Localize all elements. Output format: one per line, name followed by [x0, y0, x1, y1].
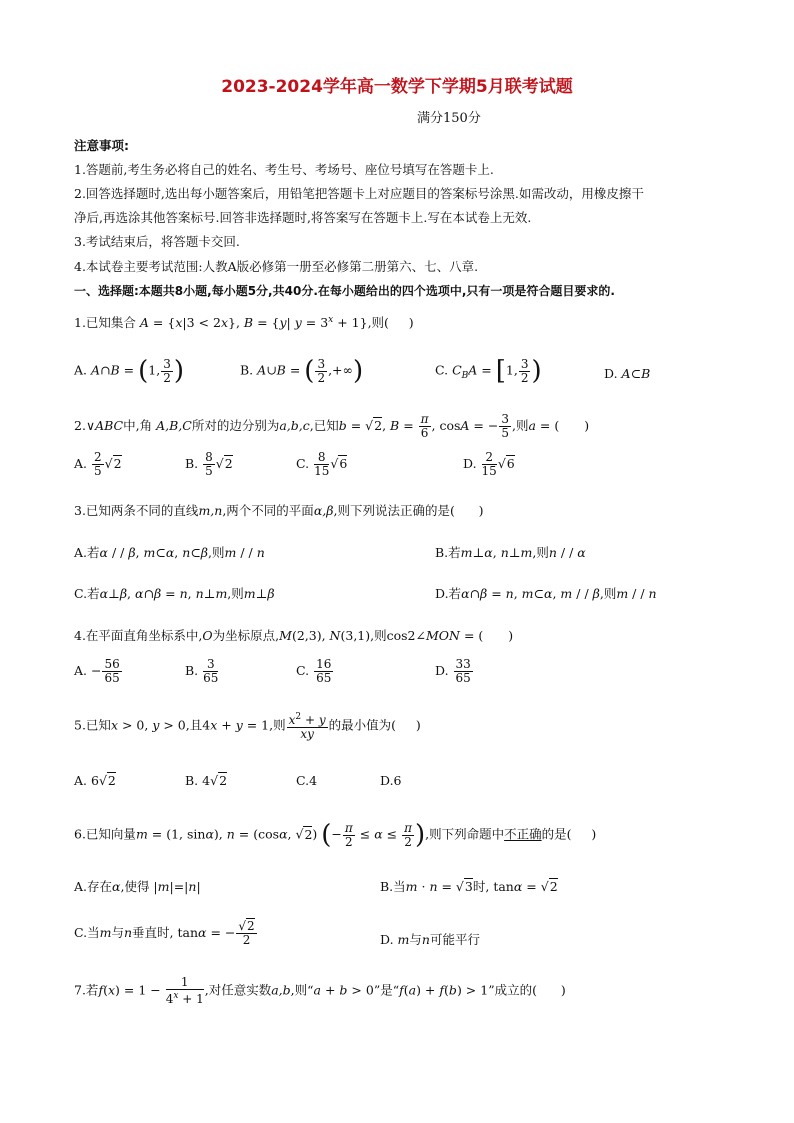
question-1-option-a[interactable]: A. A∩B = (1, $\frac{3}{2}$ ): [74, 356, 185, 386]
question-1-option-c[interactable]: C. $C_BA = [1$, $\frac{3}{2}$ ): [435, 356, 542, 386]
question-5-option-b[interactable]: B. 4√2: [185, 773, 228, 788]
question-4-option-d[interactable]: D. $\frac{33}{65}$: [435, 657, 471, 685]
question-3-option-d[interactable]: D.若α∩β = n, m⊂α, m / / β,则m / / n: [435, 586, 657, 601]
question-3-option-a[interactable]: A.若α / / β, m⊂α, n⊂β,则m / / n: [74, 545, 265, 560]
question-4-option-a[interactable]: A. − $\frac{56}{65}$: [74, 657, 120, 685]
question-2-option-a[interactable]: A. $\frac{2}{5}$ √2: [74, 450, 122, 478]
question-5: 5.已知x > 0, y > 0,且4x + y = 1,则 $\frac{x^2 + y}{xy}$ 的最小值为( ): [74, 712, 421, 741]
question-7: 7.若f(x) = 1 − $\frac{1}{4^x + 1}$ ,对任意实数a,b,则“a + b > 0”是“f(a) + f(b) > 1”成立的( ): [74, 975, 566, 1006]
question-2: 2.∨ABC中,角 A,B,C所对的边分别为a,b,c,已知b = √2, B = $\frac{\pi}{6}$ , cosA = − $\frac{3}{5}$ ,则a = ( ): [74, 412, 590, 440]
question-6-option-c[interactable]: C.当m与n垂直时, tanα = − $\frac{√2}{2}$: [74, 919, 255, 947]
question-1: 1.已知集合 A = {x|3 < 2x}, B = {y| $y = 3^x + 1$},则( ): [74, 314, 414, 330]
question-6-option-a[interactable]: A.存在α,使得 |m|=|n|: [74, 879, 201, 894]
question-2-option-b[interactable]: B. $\frac{8}{5}$ √2: [185, 450, 233, 478]
question-2-option-c[interactable]: C. $\frac{8}{15}$ √6: [296, 450, 348, 478]
question-2-option-d[interactable]: D. $\frac{2}{15}$ √6: [463, 450, 515, 478]
question-3-option-c[interactable]: C.若α⊥β, α∩β = n, n⊥m,则m⊥β: [74, 586, 275, 601]
notice-item-2-cont: 净后,再选涂其他答案标号.回答非选择题时,将答案写在答题卡上.写在本试卷上无效.: [74, 210, 532, 225]
question-4: 4.在平面直角坐标系中,O为坐标原点,M(2,3), N(3,1),则cos2∠MON = ( ): [74, 628, 514, 643]
page-title: 2023-2024学年高一数学下学期5月联考试题: [221, 77, 573, 97]
notice-item-4: 4.本试卷主要考试范围:人教A版必修第一册至必修第二册第六、七、八章.: [74, 259, 479, 274]
notice-item-3: 3.考试结束后，将答题卡交回.: [74, 234, 240, 249]
notice-heading: 注意事项:: [74, 138, 129, 153]
question-5-option-a[interactable]: A. 6√2: [74, 773, 116, 788]
question-3-option-b[interactable]: B.若m⊥α, n⊥m,则n / / α: [435, 545, 586, 560]
question-6-option-d[interactable]: D. m与n可能平行: [380, 932, 480, 947]
section-heading: 一、选择题:本题共8小题,每小题5分,共40分.在每小题给出的四个选项中,只有一项是符合题目要求的.: [74, 284, 615, 298]
question-3: 3.已知两条不同的直线m,n,两个不同的平面α,β,则下列说法正确的是( ): [74, 503, 484, 518]
question-4-option-c[interactable]: C. $\frac{16}{65}$: [296, 657, 332, 685]
total-score: 满分150分: [417, 111, 481, 126]
question-4-option-b[interactable]: B. $\frac{3}{65}$: [185, 657, 219, 685]
question-5-option-c[interactable]: C.4: [296, 773, 318, 788]
notice-item-1: 1.答题前,考生务必将自己的姓名、考生号、考场号、座位号填写在答题卡上.: [74, 162, 494, 177]
question-6: 6.已知向量m = (1, sinα), n = (cosα, √2) (− $\frac{\pi}{2}$ ≤ α ≤ $\frac{\pi}{2}$ ),则下列命题中不正确的是( ): [74, 820, 597, 850]
notice-item-2: 2.回答选择题时,选出每小题答案后，用铅笔把答题卡上对应题目的答案标号涂黑.如需改动，用橡皮擦干: [74, 186, 644, 201]
question-5-option-d[interactable]: D.6: [380, 773, 402, 788]
question-1-option-d[interactable]: D. A⊂B: [604, 366, 651, 381]
question-6-option-b[interactable]: B.当m · n = √3时, tanα = √2: [380, 879, 558, 894]
question-1-option-b[interactable]: B. A∪B = ( $\frac{3}{2}$ ,+∞): [240, 356, 364, 386]
